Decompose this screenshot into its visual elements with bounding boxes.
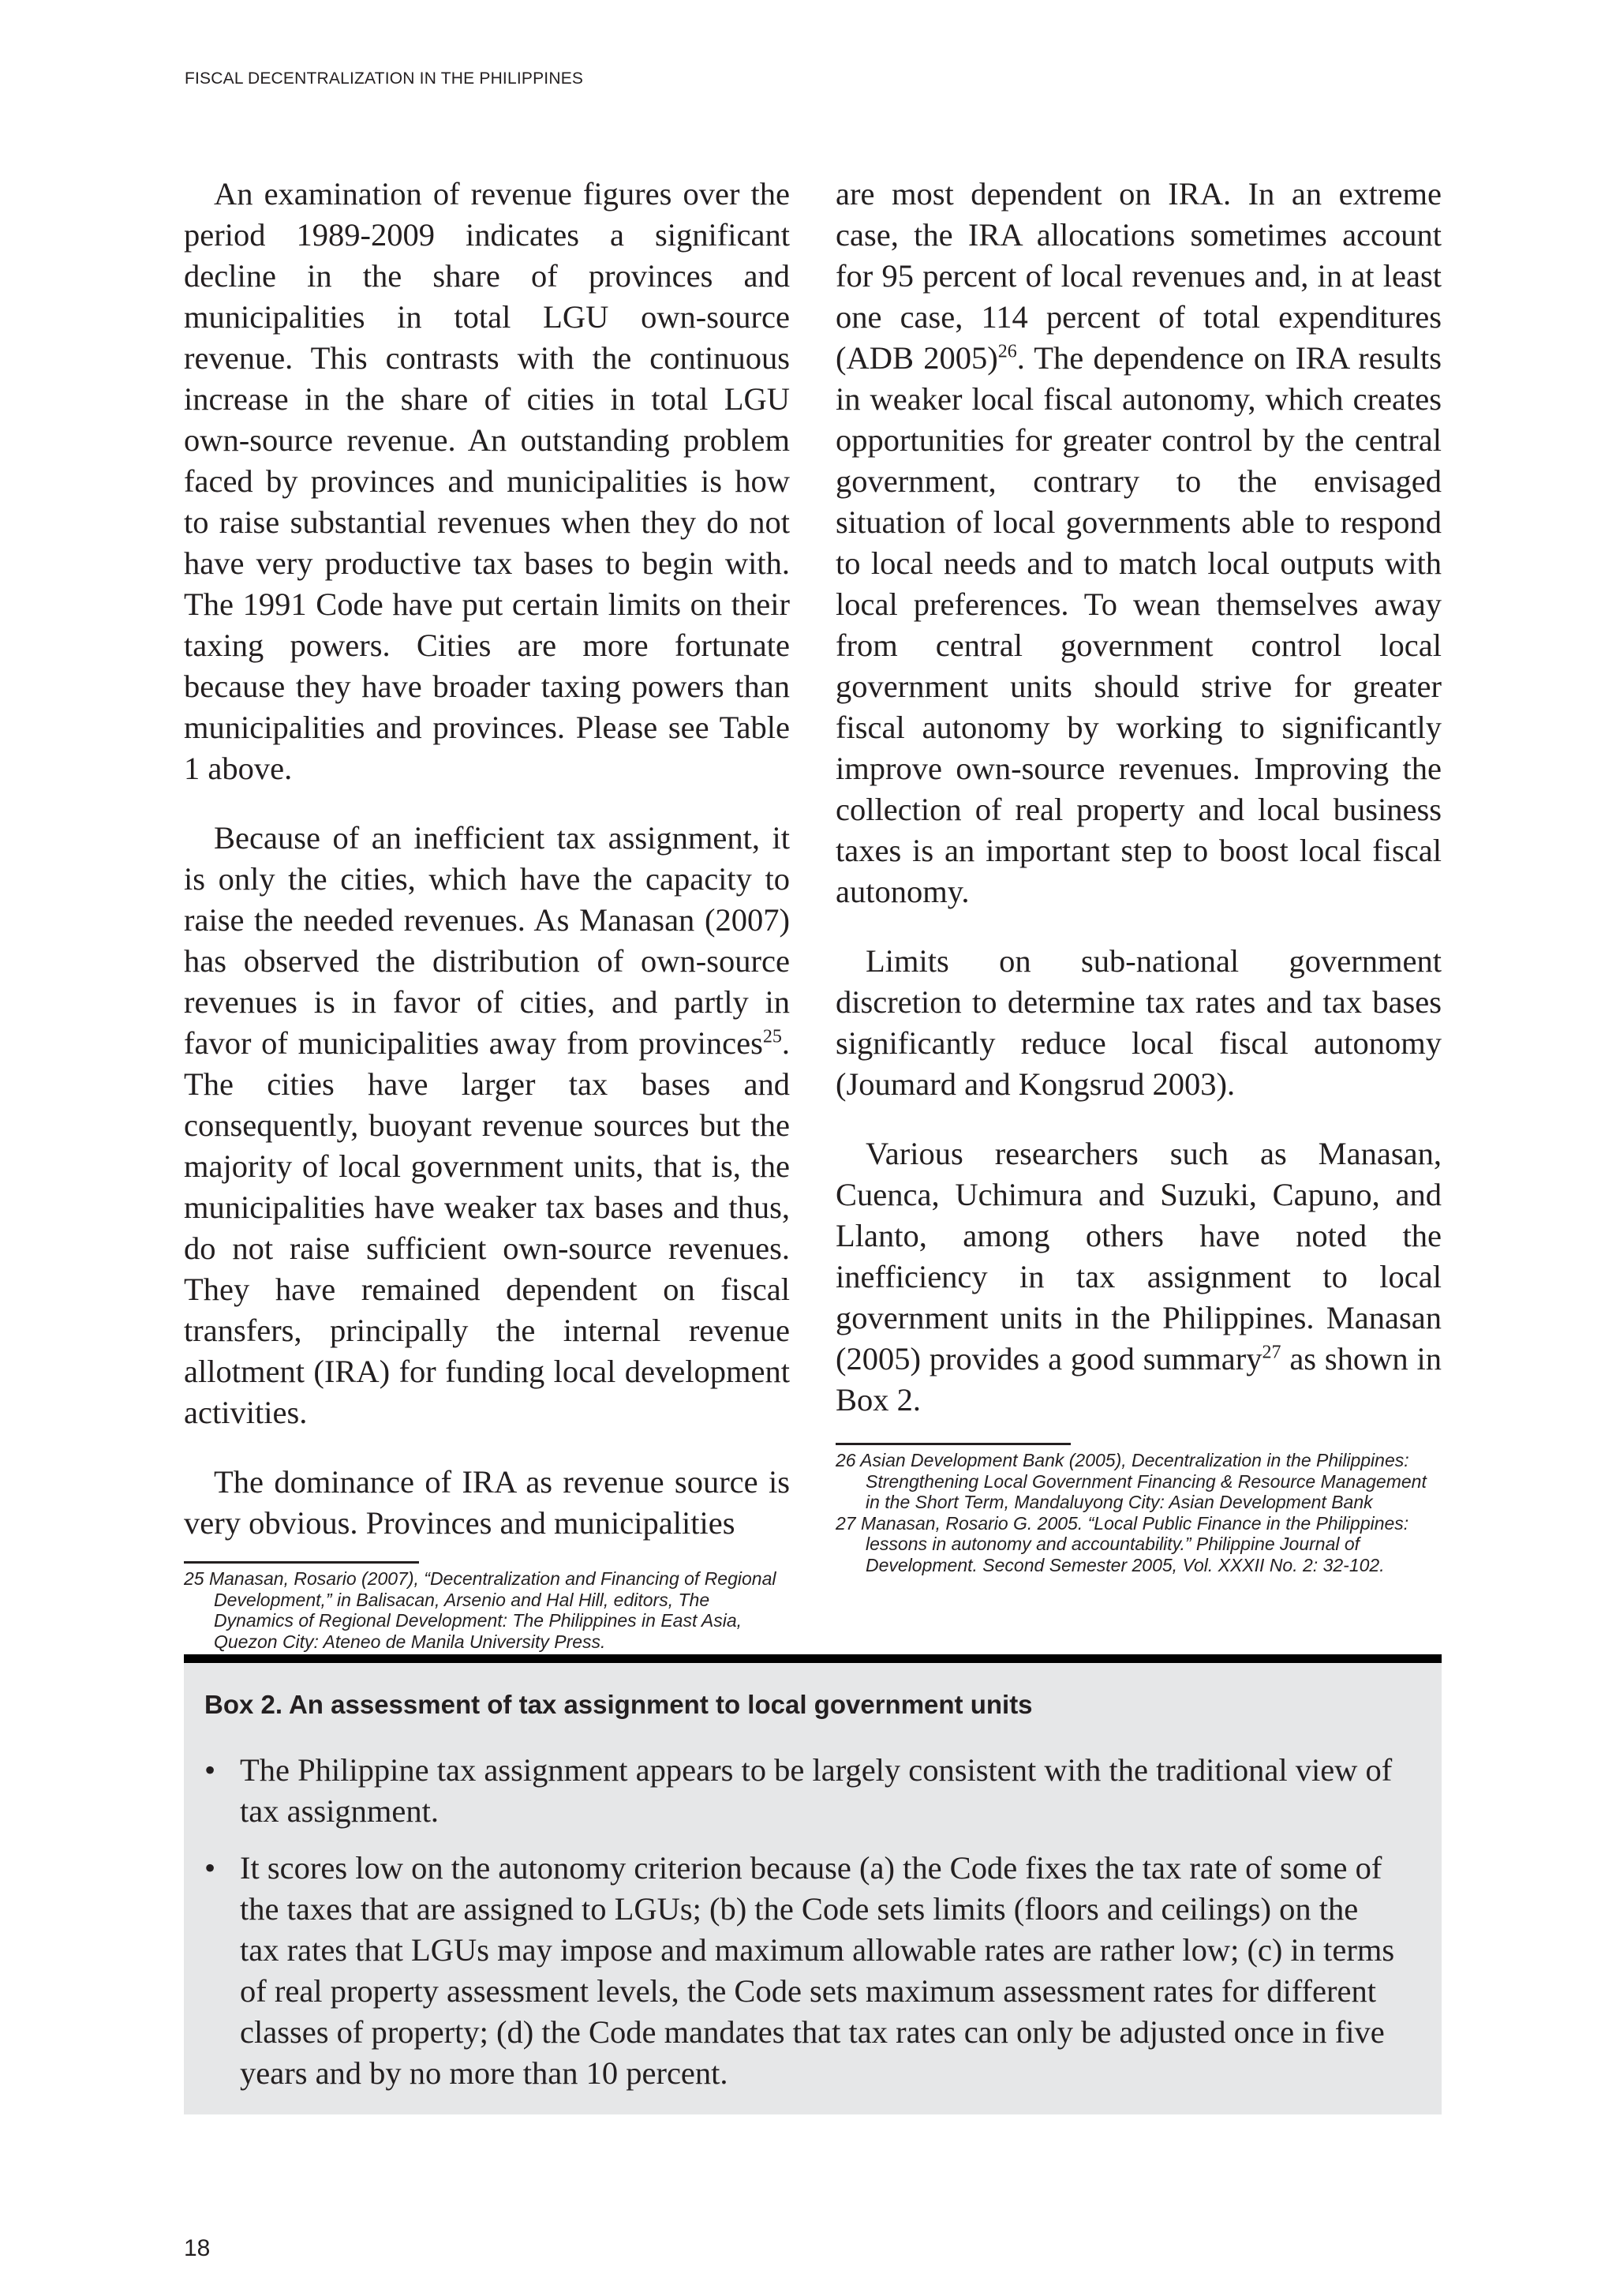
footnote-ref[interactable]: 27 bbox=[1262, 1342, 1281, 1363]
list-item-text: It scores low on the autonomy criterion because (a) the Code fixes the tax rate of some of the taxes that are assigned to LGUs; (b) the Code sets limits (floors and ceilings) on the tax rates that LGUs may impose and maximum allowable rates are rather low; (c) in terms of real property assessment levels, the Code sets maximum assessment rates for different classes of property; (d) the Code mandates that tax rates can only be adjusted once in five years and by no more than 10 percent. bbox=[240, 1850, 1395, 2091]
box-title: Box 2. An assessment of tax assignment to local government units bbox=[204, 1690, 1033, 1719]
list-item-text: The Philippine tax assignment appears to be largely consistent with the traditional view of tax assignment. bbox=[240, 1752, 1393, 1829]
paragraph: An examination of revenue figures over the period 1989-2009 indicates a significant decline in the share of provinces and municipalities in total LGU own-source revenue. This contrasts with the continuous increase in the share of cities in total LGU own-source revenue. An outstanding problem faced by provinces and municipalities is how to raise substantial revenues when they do not have very productive tax bases to begin with. The 1991 Code have put certain limits on their taxing powers. Cities are more fortunate because they have broader taxing powers than municipalities and provinces. Please see Table 1 above. bbox=[184, 176, 790, 786]
paragraph bbox=[184, 818, 790, 1433]
box-2 bbox=[184, 1654, 1442, 2114]
bullet-icon: • bbox=[204, 1850, 216, 1886]
footnote-ref[interactable]: 26 bbox=[997, 341, 1017, 362]
footnote-25: 25 Manasan, Rosario (2007), “Decentralization and Financing of Regional Development,” in Balisacan, Arsenio and Hal Hill, editors, The Dynamics of Regional Development: The Philippines in East Asia, Quezon City: Ateneo de Manila University Press. bbox=[184, 1568, 776, 1652]
running-title: FISCAL DECENTRALIZATION IN THE PHILIPPINES bbox=[185, 69, 584, 88]
footnote-26: 26 Asian Development Bank (2005), Decentralization in the Philippines: Strengthening Local Government Financing & Resource Management in the Short Term, Mandaluyong City: Asian Development Bank bbox=[836, 1450, 1427, 1512]
paragraph-text: Various researchers such as Manasan, Cuenca, Uchimura and Suzuki, Capuno, and Llanto, among others have noted the inefficiency in tax assignment to local government units in the Philippines. Manasan (2005) provides a good summary bbox=[836, 1136, 1442, 1376]
paragraph-text: . The dependence on IRA results in weaker local fiscal autonomy, which creates opportunities for greater control by the central government, contrary to the envisaged situation of local governments able to respond to local needs and to match local outputs with local preferences. To wean themselves away from central government control local government units should strive for greater fiscal autonomy by working to significantly improve own-source revenues. Improving the collection of real property and local business taxes is an important step to boost local fiscal autonomy. bbox=[836, 340, 1442, 909]
footnote-divider bbox=[184, 1561, 419, 1564]
paragraph bbox=[836, 1133, 1442, 1421]
paragraph-text: Because of an inefficient tax assignment, it is only the cities, which have the capacity to raise the needed revenues. As Manasan (2007) has observed the distribution of own-source revenues is in favor of cities, and partly in favor of municipalities away from provinces bbox=[184, 820, 790, 1061]
paragraph: Limits on sub-national government discretion to determine tax rates and tax bases significantly reduce local fiscal autonomy (Joumard and Kongsrud 2003). bbox=[836, 943, 1442, 1102]
paragraph-text: as shown in Box 2. bbox=[836, 1341, 1442, 1418]
page-number: 18 bbox=[184, 2235, 211, 2261]
footnote-27: 27 Manasan, Rosario G. 2005. “Local Public Finance in the Philippines: lessons in autonomy and accountability.” Philippine Journal of Development. Second Semester 2005, Vol. XXXII No. 2: 32-102. bbox=[836, 1512, 1409, 1575]
paragraph-text: . The cities have larger tax bases and consequently, buoyant revenue sources but the majority of local government units, that is, the municipalities have weaker tax bases and thus, do not raise sufficient own-source revenues. They have remained dependent on fiscal transfers, principally the internal revenue allotment (IRA) for funding local development activities. bbox=[184, 1025, 790, 1430]
footnote-divider bbox=[836, 1443, 1071, 1445]
paragraph-text: are most dependent on IRA. In an extreme case, the IRA allocations sometimes account for 95 percent of local revenues and, in at least one case, 114 percent of total expenditures (ADB 2005) bbox=[836, 176, 1442, 376]
bullet-list bbox=[204, 1750, 1402, 2110]
right-column bbox=[836, 174, 1442, 1575]
left-column bbox=[184, 174, 790, 1652]
paragraph: The dominance of IRA as revenue source is very obvious. Provinces and municipalities bbox=[184, 1464, 790, 1541]
list-item bbox=[204, 1750, 1402, 1832]
footnote-ref[interactable]: 25 bbox=[762, 1026, 782, 1047]
paragraph bbox=[836, 174, 1442, 912]
list-item bbox=[204, 1848, 1402, 2094]
bullet-icon: • bbox=[204, 1752, 216, 1788]
